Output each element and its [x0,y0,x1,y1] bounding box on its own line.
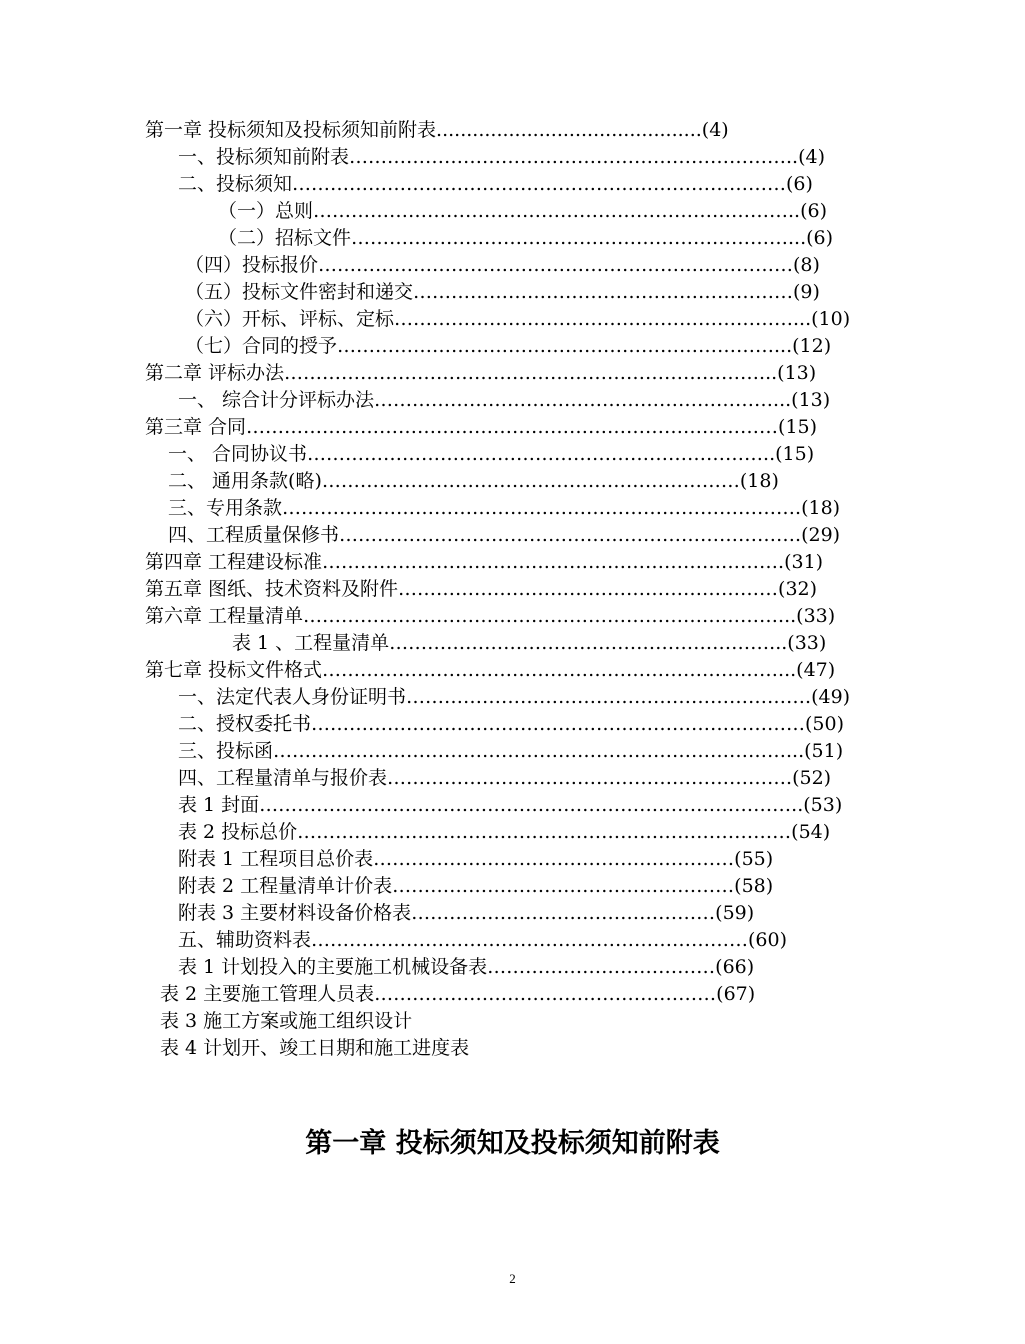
toc-entry: 一、法定代表人身份证明书……………………………………………………….(49) [178,686,851,708]
toc-entry: 第二章 评标办法…………………………………………………………………...(13) [145,362,817,384]
toc-entry: 四、工程质量保修书……………………………………………………………….(29) [168,524,841,546]
page-number: 2 [509,1271,516,1286]
toc-entry: 附表 1 工程项目总价表…………………………………………………(55) [178,848,774,870]
toc-entry: 二、授权委托书……………………………………………………………………(50) [178,713,845,735]
toc-entry: （一）总则…………………………………………………………………..(6) [218,200,828,222]
toc-entry: 表 1 、工程量清单……………………………………………………...(33) [232,632,827,654]
toc-entry: 表 2 投标总价……………………………………………………………………(54) [178,821,831,843]
toc-entry: （二）招标文件……………………………………………………………...(6) [218,227,834,249]
toc-entry: 表 1 计划投入的主要施工机械设备表………………………………(66) [178,956,755,978]
toc-entry: （四）投标报价…………………………………………………………………(8) [185,254,820,276]
toc-entry: 表 3 施工方案或施工组织设计 [160,1010,413,1032]
toc-entry: （七）合同的授予……………………………………………………………...(12) [185,335,832,357]
toc-entry: 第三章 合同…………………………………………………………………………(15) [145,416,818,438]
toc-entry: 第七章 投标文件格式………………………………………………………………...(47) [145,659,836,681]
toc-entry: 表 2 主要施工管理人员表………………………………………………(67) [160,983,756,1005]
toc-entry: 一、 综合计分评标办法………………………………………………………...(13) [178,389,831,411]
toc-entry: 一、投标须知前附表……………………………………………………………..(4) [178,146,826,168]
toc-entry: 一、 合同协议书………………………………………………………………..(15) [168,443,815,465]
toc-entry: 附表 2 工程量清单计价表………………………………………………(58) [178,875,774,897]
toc-entry: 附表 3 主要材料设备价格表…………………………………………(59) [178,902,755,924]
toc-entry: 三、投标函………………………………………………………………………...(51) [178,740,844,762]
toc-entry: 第一章 投标须知及投标须知前附表............................................(4) [145,119,729,141]
toc-entry: 第六章 工程量清单…………………………………………………………………...(33) [145,605,836,627]
toc-entry: 四、工程量清单与报价表……………………………………………………….(52) [178,767,832,789]
toc-entry: （六）开标、评标、定标………………………………………………………...(10) [185,308,851,330]
toc-entry: 表 4 计划开、竣工日期和施工进度表 [160,1037,470,1059]
toc-entry: 二、投标须知……………………………………………………………………(6) [178,173,813,195]
toc-entry: 表 1 封面…………………………………………………………………………..(53) [178,794,843,816]
toc-entry: 二、 通用条款(略)…………………………………………………………(18) [168,470,779,492]
toc-entry: 第五章 图纸、技术资料及附件……………………………………………………(32) [145,578,818,600]
chapter-heading: 第一章 投标须知及投标须知前附表 [305,1128,720,1159]
toc-entry: 五、辅助资料表……………………………………………………………(60) [178,929,788,951]
toc-entry: （五）投标文件密封和递交……………………………………………………(9) [185,281,820,303]
toc-entry: 第四章 工程建设标准……………………………………………………………….(31) [145,551,824,573]
toc-entry: 三、专用条款……………………………………………………………………….(18) [168,497,841,519]
